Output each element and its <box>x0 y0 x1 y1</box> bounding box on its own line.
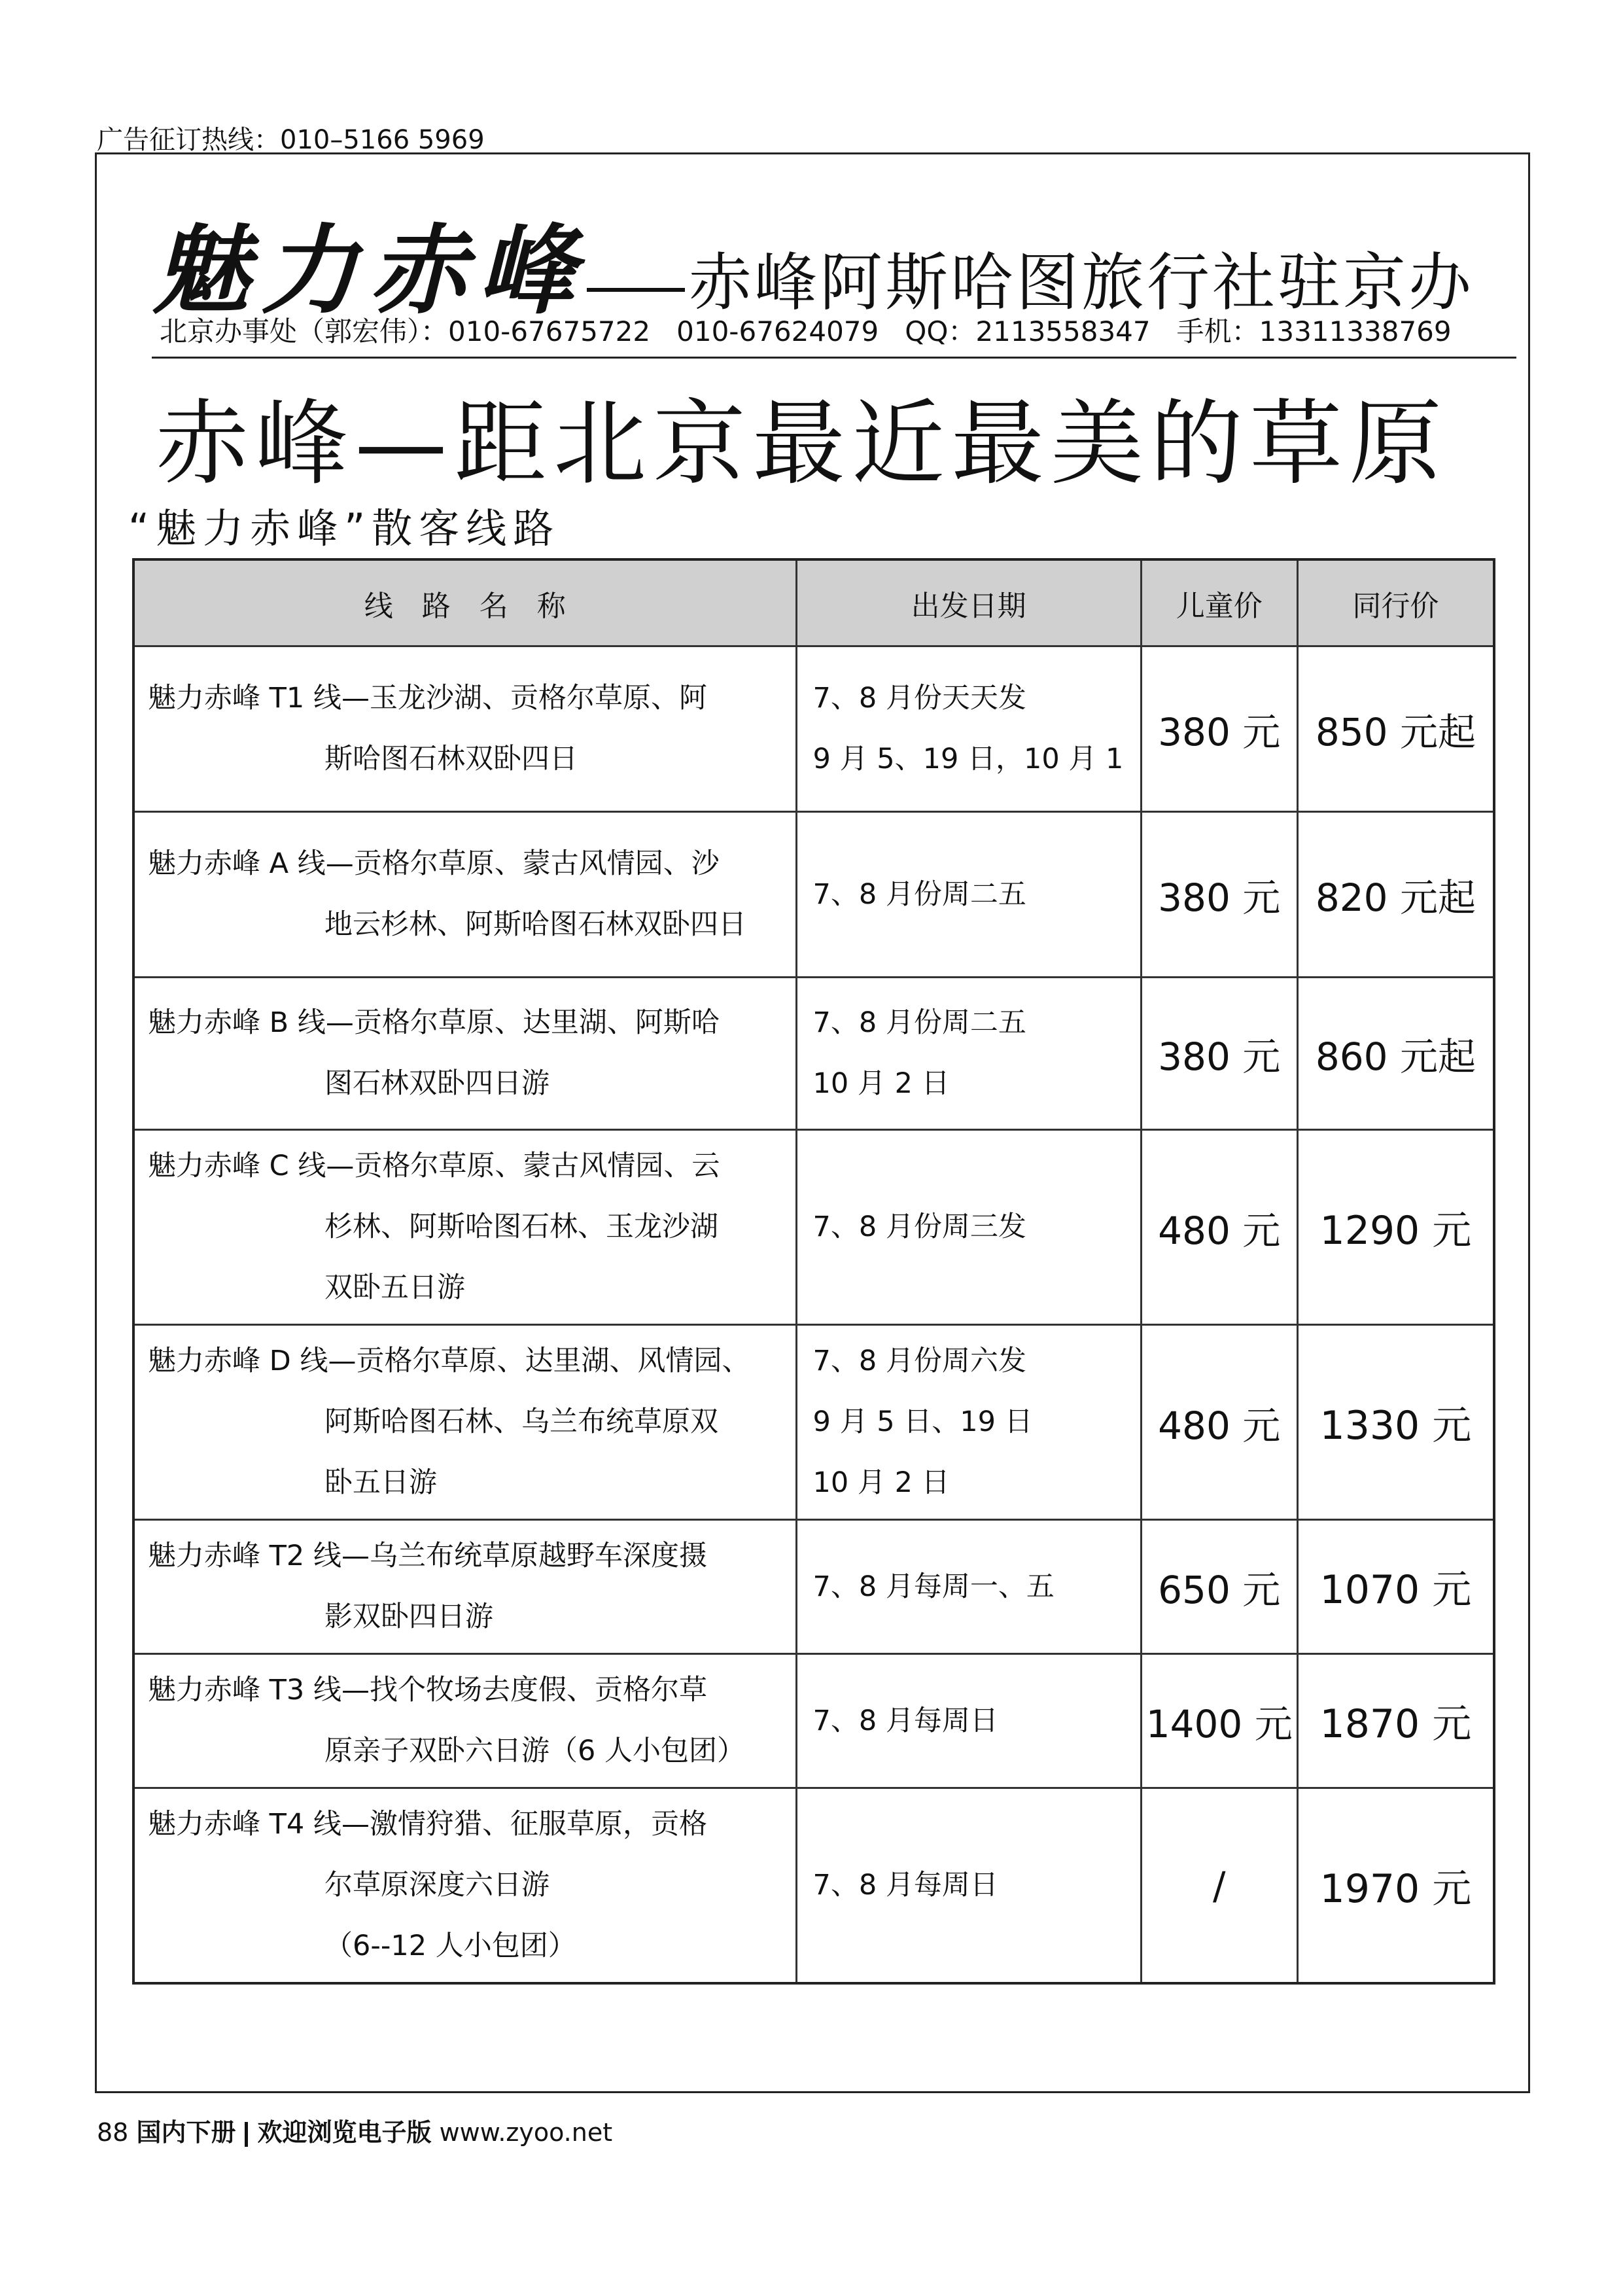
header-route-name: 线 路 名 称 <box>133 559 796 646</box>
footer-slogan: 欢迎浏览电子版 <box>257 2118 432 2147</box>
peer-price-cell: 1290 元 <box>1297 1130 1494 1325</box>
departure-date-cell <box>796 1654 1141 1788</box>
route-name-line: 魅力赤峰 T3 线—找个牧场去度假、贡格尔草 <box>148 1674 707 1706</box>
route-name-line: 魅力赤峰 T1 线—玉龙沙湖、贡格尔草原、阿 <box>148 682 707 715</box>
departure-date-line: 7、8 月每周日 <box>812 1704 998 1737</box>
page-footer <box>97 2112 612 2148</box>
child-price-cell: 380 元 <box>1141 812 1297 978</box>
header-divider <box>152 357 1516 359</box>
table-row <box>133 1130 1494 1325</box>
route-name-line: 魅力赤峰 C 线—贡格尔草原、蒙古风情园、云 <box>148 1150 720 1182</box>
route-name-cell <box>133 1325 796 1520</box>
departure-date-cell <box>796 1788 1141 1984</box>
title-dash <box>587 288 685 292</box>
departure-date-cell <box>796 812 1141 978</box>
departure-date-line: 7、8 月每周日 <box>812 1869 998 1901</box>
header-peer-price: 同行价 <box>1297 559 1494 646</box>
peer-price-cell: 1870 元 <box>1297 1654 1494 1788</box>
departure-date-line: 9 月 5、19 日，10 月 1 <box>812 743 1124 775</box>
departure-date-line: 7、8 月份周三发 <box>812 1210 1026 1243</box>
child-price-cell: 650 元 <box>1141 1520 1297 1654</box>
route-name-cell <box>133 812 796 978</box>
child-price-cell: 480 元 <box>1141 1130 1297 1325</box>
route-name-line: （6--12 人小包团） <box>324 1930 576 1962</box>
agency-name: 赤峰阿斯哈图旅行社驻京办 <box>689 246 1474 319</box>
route-name-line: 魅力赤峰 A 线—贡格尔草原、蒙古风情园、沙 <box>148 847 720 880</box>
route-name-cell <box>133 1520 796 1654</box>
departure-date-cell <box>796 646 1141 812</box>
table-row <box>133 1325 1494 1520</box>
route-name-line: 图石林双卧四日游 <box>324 1067 550 1100</box>
departure-date-line: 10 月 2 日 <box>812 1466 950 1499</box>
advert-frame <box>95 152 1530 2093</box>
route-name-cell <box>133 1654 796 1788</box>
ad-hotline: 广告征订热线：010–5166 5969 <box>97 125 485 155</box>
table-row <box>133 1520 1494 1654</box>
route-name-line: 卧五日游 <box>324 1466 437 1499</box>
table-row <box>133 978 1494 1130</box>
departure-date-cell <box>796 1130 1141 1325</box>
route-name-cell <box>133 978 796 1130</box>
departure-date-cell <box>796 1520 1141 1654</box>
departure-date-line: 7、8 月份周二五 <box>812 877 1026 911</box>
peer-price-cell: 1070 元 <box>1297 1520 1494 1654</box>
route-name-line: 魅力赤峰 T2 线—乌兰布统草原越野车深度摄 <box>148 1540 707 1572</box>
footer-separator <box>245 2122 248 2147</box>
departure-date-line: 7、8 月份周二五 <box>812 1006 1026 1039</box>
page-number: 88 <box>97 2118 129 2147</box>
route-name-line: 杉林、阿斯哈图石林、玉龙沙湖 <box>324 1210 718 1243</box>
table-row <box>133 1788 1494 1984</box>
route-name-line: 魅力赤峰 B 线—贡格尔草原、达里湖、阿斯哈 <box>148 1006 720 1039</box>
departure-date-line: 7、8 月份周六发 <box>812 1345 1026 1377</box>
route-name-line: 斯哈图石林双卧四日 <box>324 743 578 775</box>
header-departure-date: 出发日期 <box>796 559 1141 646</box>
peer-price-cell: 820 元起 <box>1297 812 1494 978</box>
footer-section: 国内下册 <box>136 2118 236 2147</box>
route-name-line: 地云杉林、阿斯哈图石林双卧四日 <box>324 908 746 941</box>
brand-title: 魅力赤峰 <box>152 213 587 327</box>
slogan-headline: 赤峰—距北京最近最美的草原 <box>156 390 1448 498</box>
table-row <box>133 1654 1494 1788</box>
route-name-line: 魅力赤峰 D 线—贡格尔草原、达里湖、风情园、 <box>148 1345 750 1377</box>
child-price-cell: 380 元 <box>1141 978 1297 1130</box>
departure-date-line: 7、8 月份天天发 <box>812 682 1026 715</box>
child-price-cell: 380 元 <box>1141 646 1297 812</box>
route-name-line: 阿斯哈图石林、乌兰布统草原双 <box>324 1405 718 1438</box>
route-name-line: 原亲子双卧六日游（6 人小包团） <box>324 1735 746 1767</box>
departure-date-cell <box>796 978 1141 1130</box>
child-price-cell: / <box>1141 1788 1297 1984</box>
footer-url: www.zyoo.net <box>439 2118 613 2147</box>
departure-date-line: 7、8 月每周一、五 <box>812 1570 1055 1603</box>
section-subtitle: “魅力赤峰”散客线路 <box>128 504 561 552</box>
route-name-line: 魅力赤峰 T4 线—激情狩猎、征服草原，贡格 <box>148 1808 707 1841</box>
header-child-price: 儿童价 <box>1141 559 1297 646</box>
route-name-cell <box>133 646 796 812</box>
peer-price-cell: 850 元起 <box>1297 646 1494 812</box>
peer-price-cell: 1970 元 <box>1297 1788 1494 1984</box>
departure-date-line: 9 月 5 日、19 日 <box>812 1405 1033 1438</box>
table-header-row <box>133 559 1494 646</box>
route-name-cell <box>133 1130 796 1325</box>
table-row <box>133 646 1494 812</box>
peer-price-cell: 860 元起 <box>1297 978 1494 1130</box>
routes-table <box>132 558 1495 1985</box>
child-price-cell: 1400 元 <box>1141 1654 1297 1788</box>
departure-date-cell <box>796 1325 1141 1520</box>
child-price-cell: 480 元 <box>1141 1325 1297 1520</box>
route-name-line: 双卧五日游 <box>324 1271 465 1304</box>
table-row <box>133 812 1494 978</box>
peer-price-cell: 1330 元 <box>1297 1325 1494 1520</box>
route-name-cell <box>133 1788 796 1984</box>
departure-date-line: 10 月 2 日 <box>812 1067 950 1100</box>
route-name-line: 尔草原深度六日游 <box>324 1869 550 1901</box>
route-name-line: 影双卧四日游 <box>324 1600 493 1633</box>
contact-line: 北京办事处（郭宏伟）：010-67675722 010-67624079 QQ：2113558347 手机：13311338769 <box>160 315 1452 347</box>
